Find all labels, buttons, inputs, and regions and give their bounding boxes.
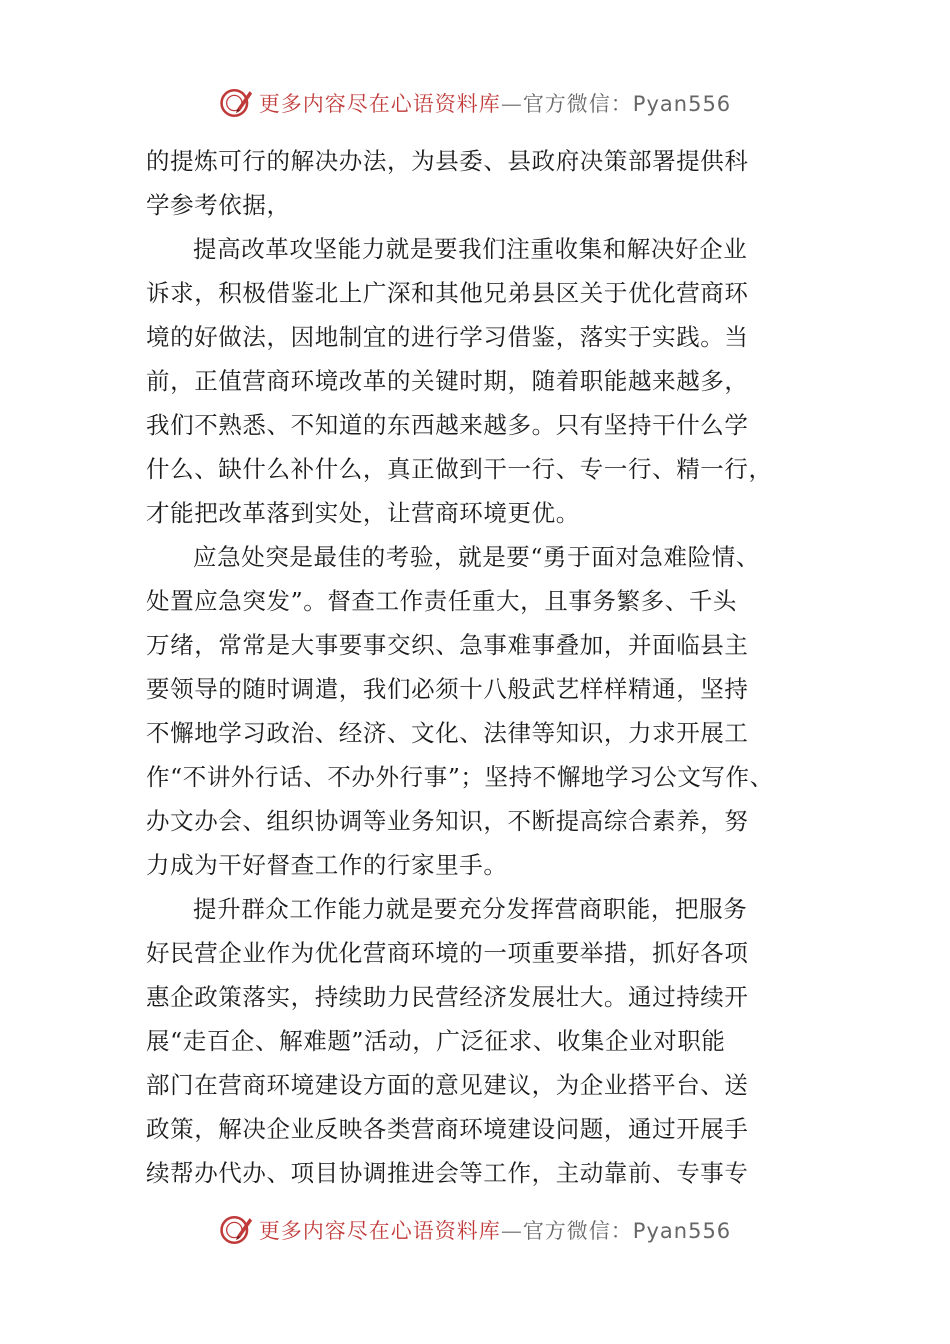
banner-text	[259, 88, 731, 118]
text-line: 要领导的随时调遣，我们必须十八般武艺样样精通，坚持	[146, 675, 749, 703]
footer-banner	[0, 1210, 950, 1250]
banner-text	[259, 1215, 731, 1245]
text-line: 什么、缺什么补什么，真正做到干一行、专一行、精一行，	[146, 455, 773, 483]
text-line: 力成为干好督查工作的行家里手。	[146, 851, 508, 879]
pen-seal-icon	[219, 1213, 253, 1247]
text-line: 政策，解决企业反映各类营商环境建设问题，通过开展手	[146, 1115, 749, 1143]
banner-wechat-text: 官方微信：Pyan556	[522, 1219, 732, 1243]
banner-wechat-text: 官方微信：Pyan556	[522, 92, 732, 116]
text-line: 处置应急突发”。督查工作责任重大，且事务繁多、千头	[146, 587, 738, 615]
text-line: 前，正值营商环境改革的关键时期，随着职能越来越多，	[146, 367, 749, 395]
text-line: 惠企政策落实，持续助力民营经济发展壮大。通过持续开	[146, 983, 749, 1011]
text-line: 不懈地学习政治、经济、文化、法律等知识，力求开展工	[146, 719, 749, 747]
text-line: 续帮办代办、项目协调推进会等工作，主动靠前、专事专	[146, 1159, 749, 1187]
text-line: 我们不熟悉、不知道的东西越来越多。只有坚持干什么学	[146, 411, 749, 439]
text-line: 部门在营商环境建设方面的意见建议，为企业搭平台、送	[146, 1071, 749, 1099]
text-line: 境的好做法，因地制宜的进行学习借鉴，落实于实践。当	[146, 323, 749, 351]
text-line: 提升群众工作能力就是要充分发挥营商职能，把服务	[193, 895, 748, 923]
text-line: 学参考依据，	[146, 191, 291, 219]
text-line: 诉求，积极借鉴北上广深和其他兄弟县区关于优化营商环	[146, 279, 749, 307]
text-line: 好民营企业作为优化营商环境的一项重要举措，抓好各项	[146, 939, 749, 967]
text-line: 的提炼可行的解决办法，为县委、县政府决策部署提供科	[146, 147, 749, 175]
header-banner	[0, 83, 950, 123]
text-line: 才能把改革落到实处，让营商环境更优。	[146, 499, 580, 527]
text-line: 展“走百企、解难题”活动，广泛征求、收集企业对职能	[146, 1027, 726, 1055]
text-line: 提高改革攻坚能力就是要我们注重收集和解决好企业	[193, 235, 748, 263]
banner-dash: —	[500, 92, 523, 116]
banner-main-text: 更多内容尽在心语资料库	[258, 92, 501, 116]
document-body	[146, 139, 806, 1195]
text-line: 办文办会、组织协调等业务知识，不断提高综合素养，努	[146, 807, 749, 835]
text-line: 万绪，常常是大事要事交织、急事难事叠加，并面临县主	[146, 631, 749, 659]
pen-seal-icon	[219, 86, 253, 120]
banner-dash: —	[500, 1219, 523, 1243]
text-line: 作“不讲外行话、不办外行事”；坚持不懈地学习公文写作、	[146, 763, 774, 791]
banner-main-text: 更多内容尽在心语资料库	[258, 1219, 501, 1243]
text-line: 应急处突是最佳的考验，就是要“勇于面对急难险情、	[193, 543, 760, 571]
